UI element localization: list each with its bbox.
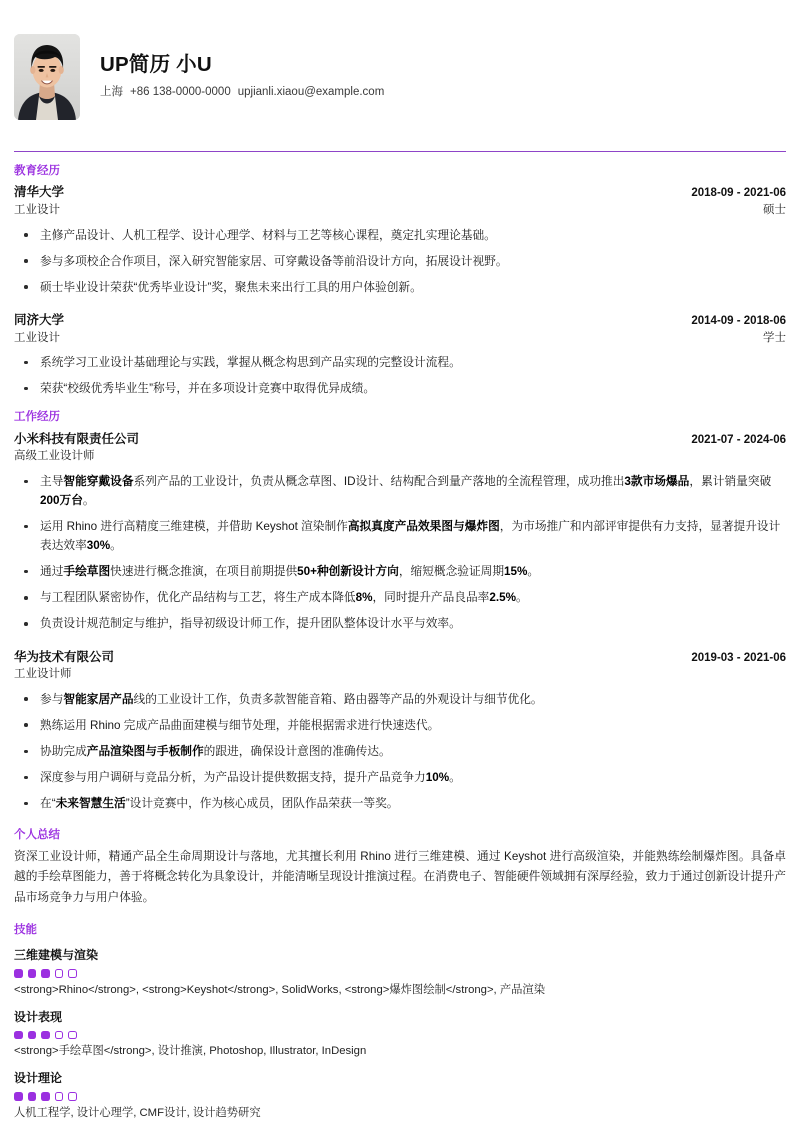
major: 工业设计 — [14, 204, 60, 217]
list-item: 熟练运用 Rhino 完成产品曲面建模与细节处理，并能根据需求进行快速迭代。 — [14, 716, 786, 735]
company-name: 华为技术有限公司 — [14, 649, 115, 664]
degree: 硕士 — [763, 204, 786, 217]
company-name: 小米科技有限责任公司 — [14, 431, 140, 446]
resume-header — [14, 0, 786, 120]
education-bullets — [14, 226, 786, 297]
skill-dot-filled — [28, 969, 37, 978]
section-skills — [14, 923, 786, 1122]
skill-dot-empty — [68, 969, 77, 978]
skill-dot-filled — [14, 1031, 23, 1040]
skill-group — [14, 1069, 786, 1121]
contact-line — [100, 86, 384, 100]
page-title: UP简历 小U — [100, 53, 212, 77]
major: 工业设计 — [14, 331, 60, 344]
skill-dot-filled — [28, 1031, 37, 1040]
identity-block — [100, 54, 384, 99]
education-entry-headline — [14, 183, 786, 202]
work-entry — [14, 430, 786, 634]
list-item: 参与智能家居产品线的工业设计工作，负责多款智能音箱、路由器等产品的外观设计与细节优化。 — [14, 690, 786, 709]
work-entry — [14, 648, 786, 814]
work-entry-subline — [14, 448, 786, 465]
work-entry-subline — [14, 666, 786, 683]
skill-group-name: 三维建模与渲染 — [14, 948, 99, 963]
education-entry-subline — [14, 202, 786, 219]
list-item: 荣获“校级优秀毕业生”称号，并在多项设计竞赛中取得优异成绩。 — [14, 379, 786, 398]
skill-dot-empty — [68, 1092, 77, 1101]
education-bullets — [14, 353, 786, 398]
work-entry-headline — [14, 648, 786, 667]
list-item: 硕士毕业设计荣获“优秀毕业设计”奖，聚焦未来出行工具的用户体验创新。 — [14, 278, 786, 297]
skill-item-list: 人机工程学, 设计心理学, CMF设计, 设计趋势研究 — [14, 1106, 261, 1119]
skill-level-rating — [14, 1092, 786, 1101]
education-entry-headline — [14, 311, 786, 330]
contact-email[interactable]: upjianli.xiaou@example.com — [237, 85, 385, 98]
contact-phone[interactable]: +86 138-0000-0000 — [130, 85, 231, 98]
education-date: 2018-09 - 2021-06 — [691, 187, 786, 200]
education-entry — [14, 183, 786, 297]
list-item: 负责设计规范制定与维护，指导初级设计师工作，提升团队整体设计水平与效率。 — [14, 614, 786, 633]
summary-paragraph: 资深工业设计师，精通产品全生命周期设计与落地，尤其擅长利用 Rhino 进行三维建模、通过 Keyshot 进行高级渲染，并能熟练绘制爆炸图。具备卓越的手绘草图能力，善于将概念转化为具象设计，并能清晰呈现设计推演过程。在消费电子、智能硬件领域拥有深厚经验，致力于通过创新设计提升产品市场竞争力与用户体验。 — [14, 849, 786, 905]
skill-item-list: <strong>Rhino</strong>, <strong>Keyshot</strong>, SolidWorks, <strong>爆炸图绘制</strong>, 产品渲染 — [14, 983, 546, 996]
skill-group — [14, 1008, 786, 1060]
skill-dot-filled — [14, 969, 23, 978]
skill-group-name: 设计理论 — [14, 1071, 63, 1086]
education-entry-subline — [14, 330, 786, 347]
education-entry — [14, 311, 786, 398]
list-item: 深度参与用户调研与竞品分析，为产品设计提供数据支持，提升产品竞争力10%。 — [14, 768, 786, 787]
skill-dot-filled — [28, 1092, 37, 1101]
list-item: 与工程团队紧密协作，优化产品结构与工艺，将生产成本降低8%，同时提升产品良品率2.5%。 — [14, 588, 786, 607]
work-entry-headline — [14, 430, 786, 449]
contact-location: 上海 — [100, 85, 123, 98]
job-role: 高级工业设计师 — [14, 450, 95, 463]
header-divider — [14, 151, 786, 152]
skill-group — [14, 946, 786, 998]
skill-dot-filled — [41, 1031, 50, 1040]
work-date: 2021-07 - 2024-06 — [691, 433, 786, 446]
list-item: 在“未来智慧生活”设计竞赛中，作为核心成员，团队作品荣获一等奖。 — [14, 794, 786, 813]
section-title-summary: 个人总结 — [14, 829, 60, 842]
work-date: 2019-03 - 2021-06 — [691, 651, 786, 664]
list-item: 参与多项校企合作项目，深入研究智能家居、可穿戴设备等前沿设计方向，拓展设计视野。 — [14, 252, 786, 271]
skill-level-rating — [14, 969, 786, 978]
skill-dot-empty — [55, 1092, 64, 1101]
list-item: 主修产品设计、人机工程学、设计心理学、材料与工艺等核心课程，奠定扎实理论基础。 — [14, 226, 786, 245]
list-item: 通过手绘草图快速进行概念推演，在项目前期提供50+种创新设计方向，缩短概念验证周期15%。 — [14, 562, 786, 581]
degree: 学士 — [763, 331, 786, 344]
section-title-skills: 技能 — [14, 924, 37, 937]
work-bullets — [14, 472, 786, 633]
education-date: 2014-09 - 2018-06 — [691, 314, 786, 327]
section-title-education: 教育经历 — [14, 165, 60, 177]
work-bullets — [14, 690, 786, 813]
section-work — [14, 410, 786, 813]
list-item: 系统学习工业设计基础理论与实践，掌握从概念构思到产品实现的完整设计流程。 — [14, 353, 786, 372]
skill-dot-filled — [41, 969, 50, 978]
skill-dot-filled — [41, 1092, 50, 1101]
section-title-work: 工作经历 — [14, 411, 60, 424]
skill-group-name: 设计表现 — [14, 1009, 63, 1024]
section-education — [14, 164, 786, 398]
skill-dot-empty — [55, 969, 64, 978]
list-item: 协助完成产品渲染图与手板制作的跟进，确保设计意图的准确传达。 — [14, 742, 786, 761]
skill-dot-filled — [14, 1092, 23, 1101]
skill-dot-empty — [55, 1031, 64, 1040]
job-role: 工业设计师 — [14, 668, 72, 681]
list-item: 运用 Rhino 进行高精度三维建模，并借助 Keyshot 渲染制作高拟真度产品效果图与爆炸图，为市场推广和内部评审提供有力支持，显著提升设计表达效率30%。 — [14, 517, 786, 555]
portrait-photo-icon — [14, 34, 80, 120]
school-name: 清华大学 — [14, 185, 65, 200]
avatar — [14, 34, 80, 120]
skill-dot-empty — [68, 1031, 77, 1040]
school-name: 同济大学 — [14, 312, 65, 327]
skill-item-list: <strong>手绘草图</strong>, 设计推演, Photoshop, Illustrator, InDesign — [14, 1045, 367, 1058]
list-item: 主导智能穿戴设备系列产品的工业设计，负责从概念草图、ID设计、结构配合到量产落地的全流程管理，成功推出3款市场爆品，累计销量突破200万台。 — [14, 472, 786, 510]
section-summary — [14, 828, 786, 909]
skill-level-rating — [14, 1031, 786, 1040]
